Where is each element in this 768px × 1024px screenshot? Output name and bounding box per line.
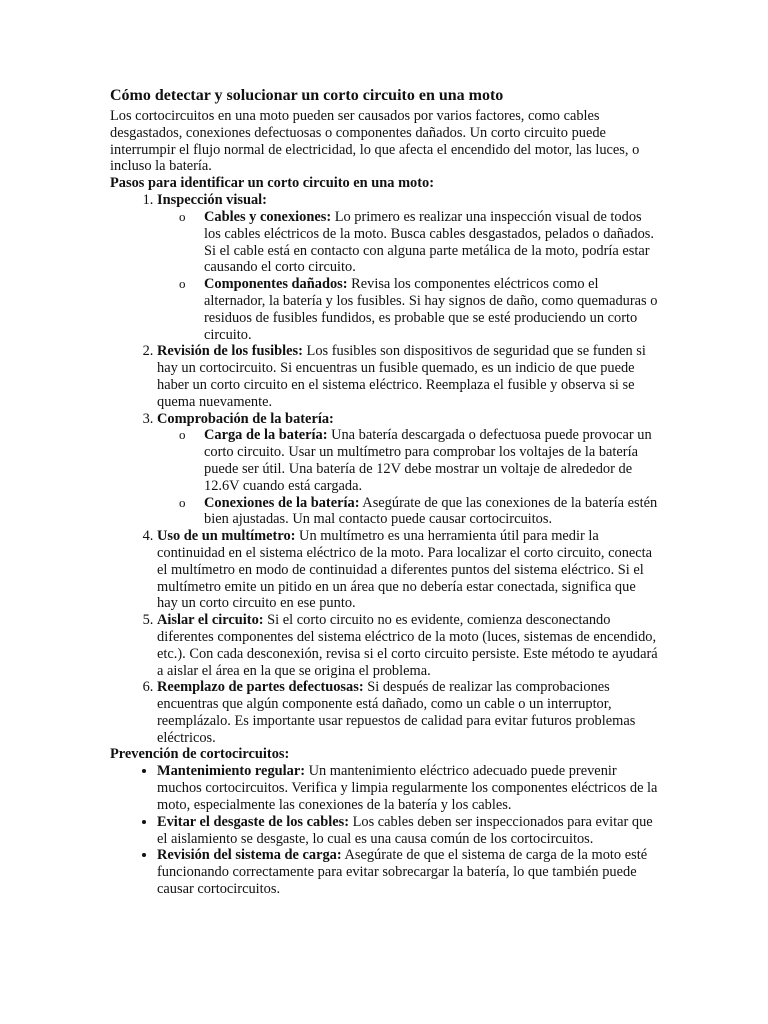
sub-list (157, 209, 658, 343)
list-item (157, 411, 658, 529)
step-title: Inspección visual: (157, 192, 267, 209)
step-title: Aislar el circuito: (157, 612, 264, 629)
sub-text: Una batería descargada o defectuosa puede provocar un corto circuito. Usar un multímetro para comprobar los voltajes de la batería puede ser útil. Una batería de 12V debe mostrar un voltaje de alrededor de 12.6V cuando está cargada. (204, 427, 652, 494)
sub-title: Conexiones de la batería: (204, 494, 360, 511)
prevention-text: Asegúrate de que el sistema de carga de la moto esté funcionando correctamente para evitar sobrecargar la batería, lo que también puede causar cortocircuitos. (157, 847, 648, 898)
prevention-list (110, 763, 658, 897)
sub-title: Cables y conexiones: (204, 208, 332, 225)
step-text: Si el corto circuito no es evidente, comienza desconectando diferentes componentes del sistema eléctrico de la moto (luces, sistemas de encendido, etc.). Con cada desconexión, revisa si el corto circuito persiste. Este método te ayudará a aislar el área en la que se origina el problema. (157, 612, 658, 679)
step-text: Si después de realizar las comprobaciones encuentras que algún componente está dañado, como un cable o un interruptor, reemplázalo. Es importante usar repuestos de calidad para evitar futuros problemas eléctricos. (157, 679, 636, 746)
list-item (204, 209, 658, 276)
sub-title: Carga de la batería: (204, 427, 328, 444)
sub-title: Componentes dañados: (204, 276, 348, 293)
sub-list (157, 427, 658, 528)
page-title: Cómo detectar y solucionar un corto circuito en una moto (110, 87, 504, 104)
list-item (157, 814, 658, 848)
list-item (157, 612, 658, 679)
list-item (157, 847, 658, 897)
list-item (157, 528, 658, 612)
step-title: Comprobación de la batería: (157, 410, 334, 427)
list-item (157, 343, 658, 410)
list-item (204, 427, 658, 494)
step-text: Un multímetro es una herramienta útil para medir la continuidad en el sistema eléctrico de la moto. Para localizar el corto circuito, conecta el multímetro en modo de continuidad a diferentes puntos del sistema eléctrico. Si el multímetro emite un pitido en un área que no debería estar conectada, significa que hay un corto circuito en ese punto. (157, 528, 653, 612)
step-text: Los fusibles son dispositivos de seguridad que se funden si hay un cortocircuito. Si encuentras un fusible quemado, es un indicio de que puede haber un corto circuito en el sistema eléctrico. Reemplaza el fusible y observa si se quema nuevamente. (157, 343, 646, 410)
list-item (204, 276, 658, 343)
sub-text: Asegúrate de que las conexiones de la batería estén bien ajustadas. Un mal contacto puede causar cortocircuitos. (204, 494, 658, 528)
prevention-title: Evitar el desgaste de los cables: (157, 813, 349, 830)
intro-paragraph: Los cortocircuitos en una moto pueden ser causados por varios factores, como cables desgastados, conexiones defectuosas o componentes dañados. Un corto circuito puede interrumpir el flujo normal de electricidad, lo que afecta el encendido del motor, las luces, o incluso la batería. (110, 108, 640, 175)
sub-text: Lo primero es realizar una inspección visual de todos los cables eléctricos de la moto. Busca cables desgastados, pelados o dañados. Si el cable está en contacto con alguna parte metálica de la moto, podría estar causando el corto circuito. (204, 208, 654, 276)
list-item (157, 679, 658, 746)
prevention-text: Los cables deben ser inspeccionados para evitar que el aislamiento se desgaste, lo cual es una causa común de los cortocircuitos. (157, 813, 653, 847)
list-item (204, 495, 658, 529)
steps-list (110, 192, 658, 746)
step-title: Uso de un multímetro: (157, 528, 296, 545)
step-title: Reemplazo de partes defectuosas: (157, 679, 364, 696)
list-item (157, 763, 658, 813)
steps-heading: Pasos para identificar un corto circuito en una moto: (110, 175, 435, 192)
prevention-title: Mantenimiento regular: (157, 763, 306, 780)
step-title: Revisión de los fusibles: (157, 343, 303, 360)
prevention-title: Revisión del sistema de carga: (157, 847, 342, 864)
prevention-text: Un mantenimiento eléctrico adecuado puede prevenir muchos cortocircuitos. Verifica y limpia regularmente los componentes eléctricos de la moto, especialmente las conexiones de la batería y los cables. (157, 763, 658, 814)
prevention-heading: Prevención de cortocircuitos: (110, 746, 290, 763)
sub-text: Revisa los componentes eléctricos como el alternador, la batería y los fusibles. Si hay signos de daño, como quemaduras o residuos de fusibles fundidos, es probable que se esté produciendo un corto circuito. (204, 276, 658, 343)
list-item (157, 192, 658, 343)
